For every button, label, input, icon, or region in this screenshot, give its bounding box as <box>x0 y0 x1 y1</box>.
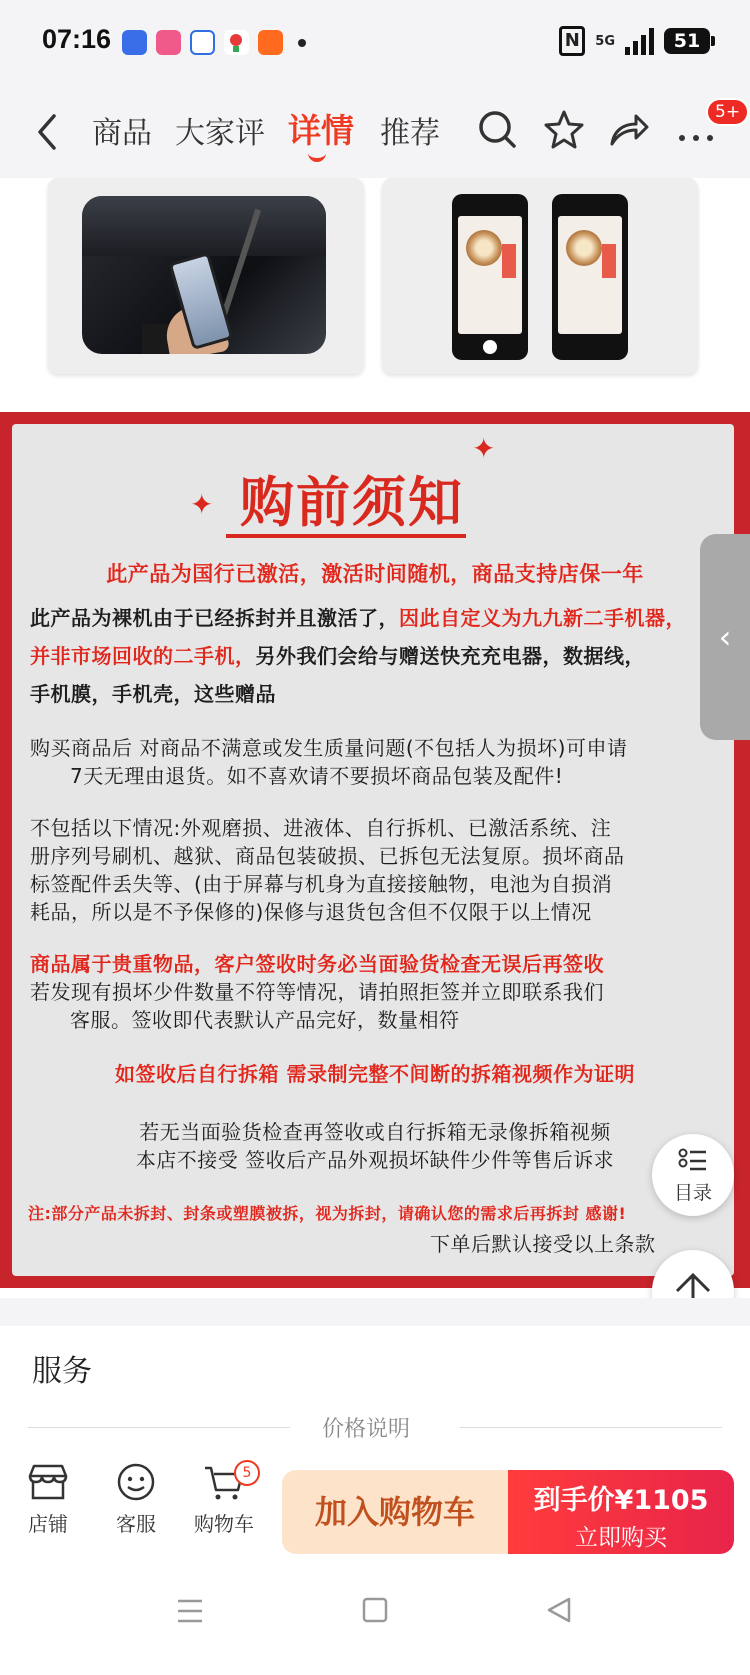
share-icon[interactable] <box>606 108 650 152</box>
price-note-link[interactable]: 价格说明 <box>322 1417 411 1442</box>
product-image-card-2[interactable] <box>382 178 698 374</box>
notice-para-3b: 册序列号刷机、越狱、商品包装破损、已拆包无法复原。损坏商品 <box>30 844 625 868</box>
bottom-action-bar <box>0 1446 750 1554</box>
meituan-icon <box>122 30 147 55</box>
notice-para-2a: 购买商品后 对商品不满意或发生质量问题(不包括人为损坏)可申请 <box>30 736 628 760</box>
buy-now-label: 立即购买 <box>575 1525 667 1551</box>
add-to-cart-button[interactable]: 加入购物车 <box>282 1470 508 1554</box>
arrow-up-icon <box>671 1269 715 1298</box>
battery-icon: 51 <box>664 28 710 54</box>
tab-goods[interactable]: 商品 <box>92 116 152 151</box>
notification-dot <box>298 39 306 47</box>
notice-para-1b <box>30 642 645 670</box>
favorite-star-icon[interactable] <box>542 108 586 152</box>
game-icon <box>156 30 181 55</box>
sparkle-icon: ✦ <box>472 432 496 465</box>
signal-icon <box>625 27 654 55</box>
store-button[interactable] <box>8 1462 88 1537</box>
tab-recommend[interactable]: 推荐 <box>380 116 440 151</box>
services-section <box>0 1326 750 1446</box>
notice-para-6a: 若无当面验货检查再签收或自行拆箱无录像拆箱视频 <box>139 1120 611 1144</box>
notice-para-6b: 本店不接受 签收后产品外观损坏缺件少件等售后诉求 <box>135 1148 615 1172</box>
notice-para-4a: 商品属于贵重物品，客户签收时务必当面验货检查无误后再签收 <box>30 952 604 976</box>
tab-details[interactable]: 详情 <box>288 111 354 150</box>
final-price: 到手价¥1105 <box>533 1485 709 1516</box>
notice-text: 此产品为裸机由于已经拆封并且激活了， <box>30 606 399 630</box>
status-bar <box>0 0 750 86</box>
sparkle-icon: ✦ <box>190 488 214 521</box>
services-title: 服务 <box>32 1354 92 1389</box>
cart-label: 购物车 <box>194 1512 254 1536</box>
detail-content <box>0 178 750 1298</box>
home-icon[interactable] <box>362 1597 388 1623</box>
store-label: 店铺 <box>28 1512 68 1536</box>
buy-now-button[interactable] <box>508 1470 734 1554</box>
active-tab-indicator <box>308 148 326 162</box>
smiley-chat-icon <box>115 1462 157 1502</box>
notice-text: 另外我们会给与赠送快充充电器，数据线， <box>255 644 645 668</box>
message-badge: 5+ <box>706 98 749 126</box>
divider <box>460 1427 722 1428</box>
notice-para-7: 注:部分产品未拆封、封条或塑膜被拆，视为拆封，请确认您的需求后再拆封 感谢! <box>28 1204 627 1223</box>
toc-button[interactable] <box>652 1134 734 1216</box>
back-arrow-icon[interactable] <box>34 112 62 152</box>
baidu-icon <box>190 30 215 55</box>
notice-para-4c: 客服。签收即代表默认产品完好，数量相符 <box>70 1008 460 1032</box>
notice-para-1 <box>30 604 686 632</box>
notice-para-5: 如签收后自行拆箱 需录制完整不间断的拆箱视频作为证明 <box>115 1062 635 1086</box>
divider <box>28 1427 290 1428</box>
top-nav-bar <box>0 86 750 178</box>
notice-para-2b: 7天无理由退货。如不喜欢请不要损坏商品包装及配件! <box>70 764 564 788</box>
cart-button[interactable] <box>184 1462 264 1537</box>
tab-reviews[interactable]: 大家评 <box>175 116 265 151</box>
notice-highlight: 因此自定义为九九新二手机器， <box>399 606 686 630</box>
menu-icon[interactable] <box>176 1598 204 1624</box>
notice-para-1c: 手机膜，手机壳，这些赠品 <box>30 682 276 706</box>
notice-para-3c: 标签配件丢失等、(由于屏幕与机身为直接接触物，电池为自损消 <box>30 872 613 896</box>
nfc-icon: N <box>559 26 585 56</box>
notice-para-3d: 耗品，所以是不予保修的)保修与退货包含但不仅限于以上情况 <box>30 900 592 924</box>
taobao-icon <box>258 30 283 55</box>
notice-title: 购前须知 <box>240 470 464 534</box>
notice-activation-line: 此产品为国行已激活，激活时间随机，商品支持店保一年 <box>106 562 644 586</box>
back-triangle-icon[interactable] <box>546 1596 572 1624</box>
side-drawer-handle[interactable]: ‹ <box>700 534 750 740</box>
status-time: 07:16 <box>42 24 112 54</box>
service-label: 客服 <box>116 1512 156 1536</box>
phone-screenshot-right <box>552 194 628 360</box>
store-icon <box>26 1462 70 1502</box>
phone-in-hand-photo <box>82 196 326 354</box>
phone-screenshot-left <box>452 194 528 360</box>
notice-highlight: 并非市场回收的二手机， <box>30 644 256 668</box>
network-label: 5G <box>595 33 615 49</box>
cart-count-badge: 5 <box>234 1460 260 1486</box>
title-underline <box>226 534 466 538</box>
toc-label: 目录 <box>673 1182 712 1204</box>
product-image-card-1[interactable] <box>48 178 364 374</box>
system-navigation-bar <box>0 1554 750 1675</box>
list-icon <box>678 1148 708 1174</box>
notice-para-8: 下单后默认接受以上条款 <box>430 1232 656 1256</box>
maps-icon <box>224 30 249 55</box>
search-icon[interactable] <box>476 108 520 152</box>
notice-para-3a: 不包括以下情况:外观磨损、进液体、自行拆机、已激活系统、注 <box>30 816 612 840</box>
notice-para-4b: 若发现有损坏少件数量不符等情况，请拍照拒签并立即联系我们 <box>30 980 604 1004</box>
purchase-notice-banner <box>0 412 750 1288</box>
customer-service-button[interactable] <box>96 1462 176 1537</box>
